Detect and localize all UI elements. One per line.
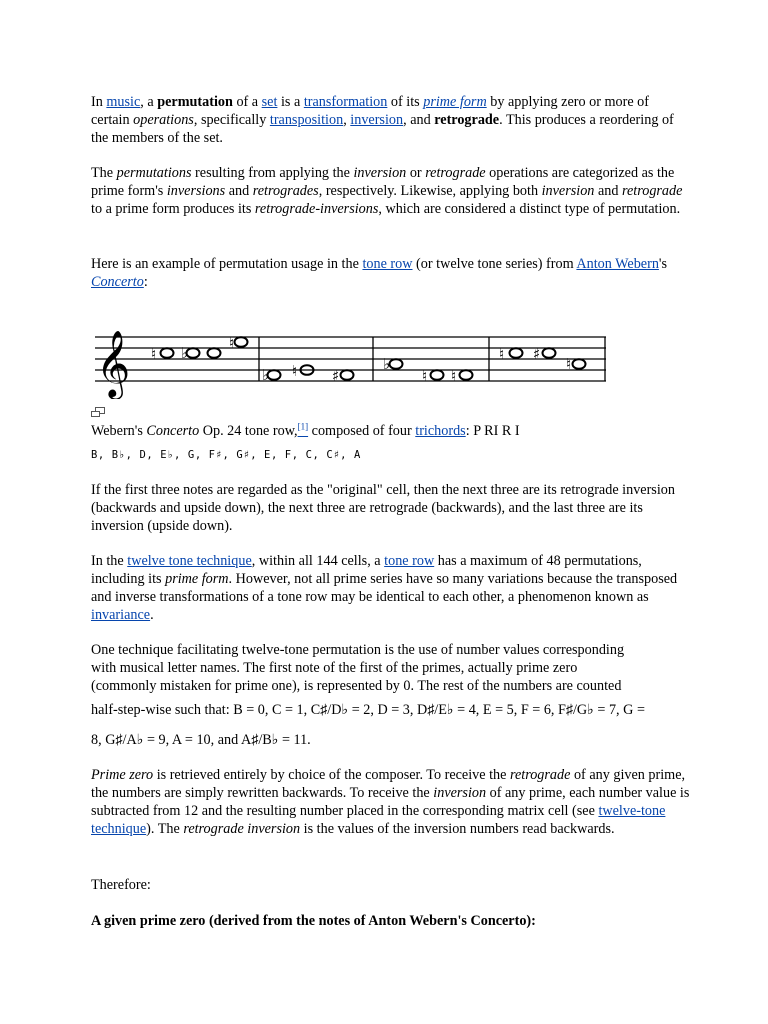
link-reference-1[interactable] bbox=[298, 423, 309, 439]
text: operations are categorized as the prime form's bbox=[91, 165, 675, 199]
text: is retrieved entirely by choice of the composer. To receive the bbox=[153, 767, 510, 783]
text: , bbox=[343, 112, 351, 128]
link-transposition[interactable]: transposition bbox=[269, 112, 344, 128]
text: or bbox=[406, 165, 426, 181]
text: and bbox=[594, 183, 622, 199]
link-concerto-text: Concerto bbox=[91, 274, 144, 290]
term-permutation: permutation bbox=[157, 94, 233, 110]
link-twelve-tone-technique[interactable]: twelve tone technique bbox=[127, 553, 252, 569]
text: In the bbox=[91, 553, 128, 569]
reference-1: [1] bbox=[297, 421, 309, 432]
note-e bbox=[390, 359, 403, 369]
note-c bbox=[460, 370, 473, 380]
note-f bbox=[431, 370, 444, 380]
treble-clef-icon: 𝄞 bbox=[96, 329, 131, 397]
natural-sign-icon: ♮ bbox=[566, 355, 572, 373]
link-invariance[interactable]: invariance bbox=[91, 607, 151, 623]
text-line: 8, G♯/A♭ = 9, A = 10, and A♯/B♭ = 11. bbox=[91, 732, 311, 748]
term: Prime zero bbox=[91, 767, 154, 783]
music-staff bbox=[91, 313, 607, 399]
link-music[interactable]: music bbox=[106, 94, 141, 110]
text-line: half-step-wise such that: B = 0, C = 1, C♯/D♭ = 2, D = 3, D♯/E♭ = 4, E = 5, F = 6, F♯/G♭ = 7, G = bbox=[91, 702, 645, 718]
flat-sign-icon: ♭ bbox=[262, 366, 270, 384]
text-line: with musical letter names. The first note of the first of the primes, actually prime zero bbox=[91, 660, 578, 676]
term: inversion bbox=[353, 165, 407, 181]
enlarge-icon[interactable] bbox=[91, 407, 105, 417]
note-bflat bbox=[187, 348, 200, 358]
term: permutations bbox=[116, 165, 192, 181]
flat-sign-icon: ♭ bbox=[181, 344, 189, 362]
sharp-sign-icon: ♯ bbox=[332, 367, 340, 385]
text: to a prime form produces its bbox=[91, 201, 255, 217]
note-eflat bbox=[235, 337, 248, 347]
flat-sign-icon: ♭ bbox=[383, 355, 391, 373]
paragraph-prime-zero bbox=[91, 766, 691, 838]
note-sequence: B, B♭, D, E♭, G, F♯, G♯, E, F, C, C♯, A bbox=[91, 449, 361, 461]
term: inversions bbox=[166, 183, 226, 199]
heading-given-prime-zero: A given prime zero (derived from the notes of Anton Webern's Concerto): bbox=[91, 913, 536, 929]
text: 's bbox=[658, 256, 667, 272]
term: inversion bbox=[541, 183, 595, 199]
text: , specifically bbox=[193, 112, 270, 128]
text: resulting from applying the bbox=[191, 165, 354, 181]
text: is a bbox=[277, 94, 304, 110]
text: of any given prime, the numbers are simply rewritten backwards. To receive the bbox=[91, 767, 686, 801]
natural-sign-icon: ♮ bbox=[422, 367, 428, 385]
text: of a bbox=[232, 94, 262, 110]
paragraph-therefore: Therefore: bbox=[91, 877, 151, 893]
term-operations: operations bbox=[133, 112, 194, 128]
text: , and bbox=[403, 112, 435, 128]
link-tone-row[interactable]: tone row bbox=[362, 256, 413, 272]
paragraph-permutations bbox=[91, 164, 691, 218]
term: Concerto bbox=[146, 423, 200, 439]
natural-sign-icon: ♮ bbox=[292, 362, 298, 380]
figure-caption bbox=[91, 422, 520, 440]
text: Here is an example of permutation usage in the bbox=[91, 256, 363, 272]
text: (or twelve tone series) from bbox=[412, 256, 577, 272]
note-csharp bbox=[510, 348, 523, 358]
text: is the values of the inversion numbers read backwards. bbox=[300, 821, 615, 837]
text: Webern's bbox=[91, 423, 147, 439]
link-tone-row[interactable]: tone row bbox=[384, 553, 435, 569]
text: . This produces a reordering of the members of the set. bbox=[91, 112, 674, 146]
text: , respectively. Likewise, applying both bbox=[318, 183, 542, 199]
natural-sign-icon: ♮ bbox=[229, 334, 235, 352]
text: , within all 144 cells, a bbox=[251, 553, 385, 569]
text: : bbox=[143, 274, 148, 290]
link-inversion[interactable]: inversion bbox=[350, 112, 404, 128]
text: Op. 24 tone row, bbox=[199, 423, 298, 439]
note-gsharp bbox=[341, 370, 354, 380]
music-staff-figure[interactable] bbox=[91, 313, 607, 404]
paragraph-cells: If the first three notes are regarded as the "original" cell, then the next three are its retrograde inversion (backwards and upside down), the next three are retrograde (backwards), and the last three are its inversion (upside down). bbox=[91, 482, 675, 534]
link-concerto[interactable] bbox=[91, 274, 144, 290]
sharp-sign-icon: ♯ bbox=[533, 345, 541, 363]
text-line: One technique facilitating twelve-tone permutation is the use of number values corresponding bbox=[91, 642, 625, 658]
paragraph-intro bbox=[91, 93, 691, 147]
text: and bbox=[225, 183, 253, 199]
paragraph-example bbox=[91, 255, 691, 291]
paragraph-twelve-tone bbox=[91, 552, 691, 624]
text: , which are considered a distinct type of permutation. bbox=[378, 201, 681, 217]
natural-sign-icon: ♮ bbox=[151, 345, 157, 363]
text: of its bbox=[387, 94, 424, 110]
text-line: (commonly mistaken for prime one), is represented by 0. The rest of the numbers are counted bbox=[91, 678, 622, 694]
staff-lines bbox=[95, 337, 606, 381]
term: retrogrades bbox=[252, 183, 319, 199]
term: inversion bbox=[433, 785, 487, 801]
link-prime-form[interactable] bbox=[423, 94, 486, 110]
text: ). The bbox=[146, 821, 184, 837]
text: : P RI R I bbox=[465, 423, 520, 439]
link-twelve-tone-technique[interactable]: twelve-tone technique bbox=[91, 803, 666, 837]
text: In bbox=[91, 94, 107, 110]
text: composed of four bbox=[308, 423, 416, 439]
note-extra bbox=[573, 359, 586, 369]
link-prime-form-text: prime form bbox=[423, 94, 487, 110]
term: retrograde bbox=[425, 165, 486, 181]
link-transformation[interactable]: transformation bbox=[303, 94, 388, 110]
text: has a maximum of 48 permutations, including its bbox=[91, 553, 642, 587]
natural-sign-icon: ♮ bbox=[499, 345, 505, 363]
link-anton-webern[interactable]: Anton Webern bbox=[576, 256, 659, 272]
link-trichords[interactable]: trichords bbox=[415, 423, 466, 439]
text: by applying zero or more of certain bbox=[91, 94, 650, 128]
note-a bbox=[543, 348, 556, 358]
term: retrograde-inversions bbox=[254, 201, 379, 217]
term-retrograde: retrograde bbox=[434, 112, 500, 128]
paragraph-number-values bbox=[91, 641, 645, 755]
link-set[interactable]: set bbox=[261, 94, 278, 110]
text: . bbox=[150, 607, 154, 623]
natural-sign-icon: ♮ bbox=[451, 367, 457, 385]
term: retrograde inversion bbox=[183, 821, 301, 837]
note-b bbox=[161, 348, 174, 358]
term: retrograde bbox=[509, 767, 571, 783]
term: prime form bbox=[165, 571, 229, 587]
text: The bbox=[91, 165, 117, 181]
text: of any prime, each number value is subtracted from 12 and the resulting number placed in the corresponding matrix cell (see bbox=[91, 785, 690, 819]
note-d bbox=[208, 348, 221, 358]
term: retrograde bbox=[622, 183, 683, 199]
text: , a bbox=[140, 94, 158, 110]
note-g bbox=[268, 370, 281, 380]
text: . However, not all prime series have so many variations because the transposed and inverse transformations of a tone row may be identical to each other, a phenomenon known as bbox=[91, 571, 678, 605]
